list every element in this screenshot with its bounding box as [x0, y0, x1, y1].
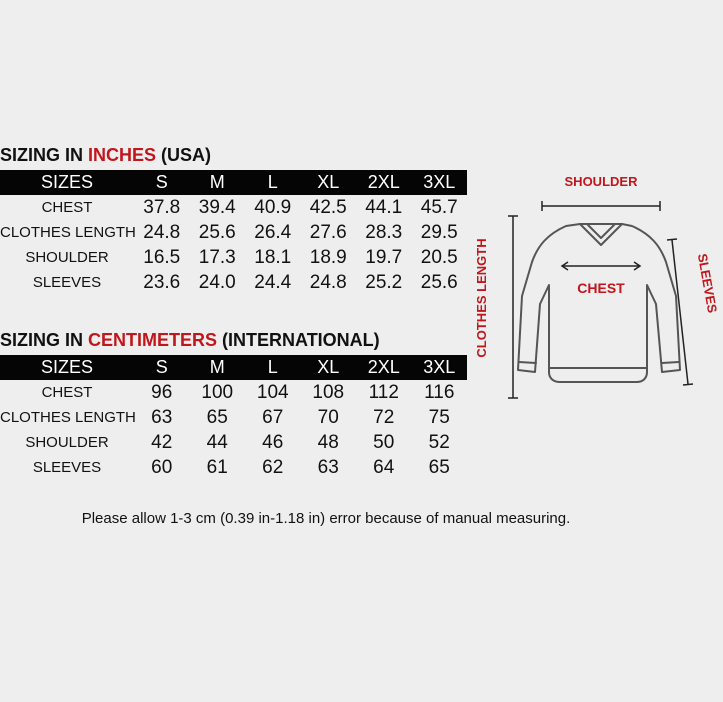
table-cell: 23.6	[143, 271, 181, 293]
table-row	[0, 455, 467, 480]
table-cell: 39.4	[198, 196, 236, 218]
table-cell: 65	[428, 456, 450, 478]
sweater-icon	[518, 224, 680, 382]
table-cell: 75	[428, 406, 450, 428]
table-row	[0, 430, 467, 455]
table-cell: 25.6	[420, 271, 458, 293]
table-cell: 24.8	[143, 221, 181, 243]
centimeters-heading-prefix: SIZING IN	[0, 330, 89, 350]
table-cell: 27.6	[309, 221, 347, 243]
column-header: 2XL	[356, 170, 412, 195]
table-cell: 116	[424, 381, 455, 403]
table-cell: 18.9	[309, 246, 347, 268]
column-header: 3XL	[412, 355, 468, 380]
column-header: 3XL	[412, 170, 468, 195]
inches-size-table	[0, 170, 467, 295]
row-label: SHOULDER	[25, 249, 109, 266]
table-cell: 42	[151, 431, 173, 453]
column-header: M	[190, 170, 246, 195]
inches-heading-suffix: (USA)	[156, 145, 212, 165]
table-cell: 25.6	[198, 221, 236, 243]
table-cell: 50	[373, 431, 395, 453]
measurement-note: Please allow 1-3 cm (0.39 in-1.18 in) error because of manual measuring.	[81, 510, 571, 527]
table-cell: 63	[151, 406, 173, 428]
centimeters-size-table	[0, 355, 467, 480]
column-header: SIZES	[0, 355, 134, 380]
inches-heading-accent: INCHES	[88, 145, 157, 165]
table-cell: 16.5	[143, 246, 181, 268]
table-cell: 60	[151, 456, 173, 478]
table-cell: 104	[256, 381, 289, 403]
column-header: M	[190, 355, 246, 380]
sweater-measurement-diagram	[470, 165, 723, 405]
chest-label: CHEST	[577, 280, 625, 296]
sleeves-label: SLEEVES	[694, 252, 721, 315]
table-cell: 24.0	[198, 271, 236, 293]
shoulder-arrow	[542, 201, 660, 211]
table-header-row	[0, 355, 467, 380]
table-cell: 44	[206, 431, 228, 453]
table-cell: 26.4	[254, 221, 292, 243]
table-cell: 48	[317, 431, 339, 453]
table-header-row	[0, 170, 467, 195]
column-header: S	[134, 170, 190, 195]
table-cell: 67	[262, 406, 284, 428]
table-cell: 24.8	[309, 271, 347, 293]
clothes-length-label: CLOTHES LENGTH	[474, 238, 489, 358]
table-row	[0, 380, 467, 405]
table-cell: 63	[317, 456, 339, 478]
table-cell: 112	[368, 381, 399, 403]
table-cell: 108	[312, 381, 345, 403]
table-row	[0, 195, 467, 220]
table-row	[0, 220, 467, 245]
column-header: S	[134, 355, 190, 380]
table-cell: 70	[317, 406, 339, 428]
table-cell: 42.5	[309, 196, 347, 218]
table-cell: 19.7	[365, 246, 403, 268]
table-cell: 25.2	[365, 271, 403, 293]
table-cell: 44.1	[365, 196, 403, 218]
table-cell: 24.4	[254, 271, 292, 293]
column-header: XL	[301, 355, 357, 380]
table-cell: 37.8	[143, 196, 181, 218]
table-cell: 61	[206, 456, 228, 478]
table-row	[0, 270, 467, 295]
table-cell: 29.5	[420, 221, 458, 243]
centimeters-heading	[0, 330, 380, 351]
centimeters-heading-suffix: (INTERNATIONAL)	[217, 330, 380, 350]
table-row	[0, 405, 467, 430]
clothes-length-arrow	[508, 216, 518, 398]
table-row	[0, 245, 467, 270]
table-cell: 100	[201, 381, 234, 403]
shoulder-label: SHOULDER	[564, 174, 638, 189]
table-cell: 45.7	[420, 196, 458, 218]
row-label: CHEST	[41, 199, 93, 216]
column-header: XL	[301, 170, 357, 195]
row-label: SHOULDER	[25, 434, 109, 451]
inches-heading	[0, 145, 211, 166]
table-cell: 62	[262, 456, 284, 478]
table-cell: 28.3	[365, 221, 403, 243]
table-cell: 40.9	[254, 196, 292, 218]
row-label: CHEST	[41, 384, 93, 401]
row-label: CLOTHES LENGTH	[0, 224, 136, 241]
table-cell: 52	[428, 431, 450, 453]
table-cell: 46	[262, 431, 284, 453]
table-cell: 20.5	[420, 246, 458, 268]
table-cell: 64	[373, 456, 395, 478]
column-header: SIZES	[0, 170, 134, 195]
chest-arrow	[562, 262, 640, 270]
table-cell: 72	[373, 406, 395, 428]
table-cell: 18.1	[254, 246, 292, 268]
row-label: SLEEVES	[32, 274, 102, 291]
table-cell: 96	[151, 381, 173, 403]
column-header: L	[245, 170, 301, 195]
inches-heading-prefix: SIZING IN	[0, 145, 89, 165]
column-header: L	[245, 355, 301, 380]
table-cell: 17.3	[198, 246, 236, 268]
row-label: SLEEVES	[32, 459, 102, 476]
centimeters-heading-accent: CENTIMETERS	[88, 330, 218, 350]
column-header: 2XL	[356, 355, 412, 380]
table-cell: 65	[206, 406, 228, 428]
row-label: CLOTHES LENGTH	[0, 409, 136, 426]
